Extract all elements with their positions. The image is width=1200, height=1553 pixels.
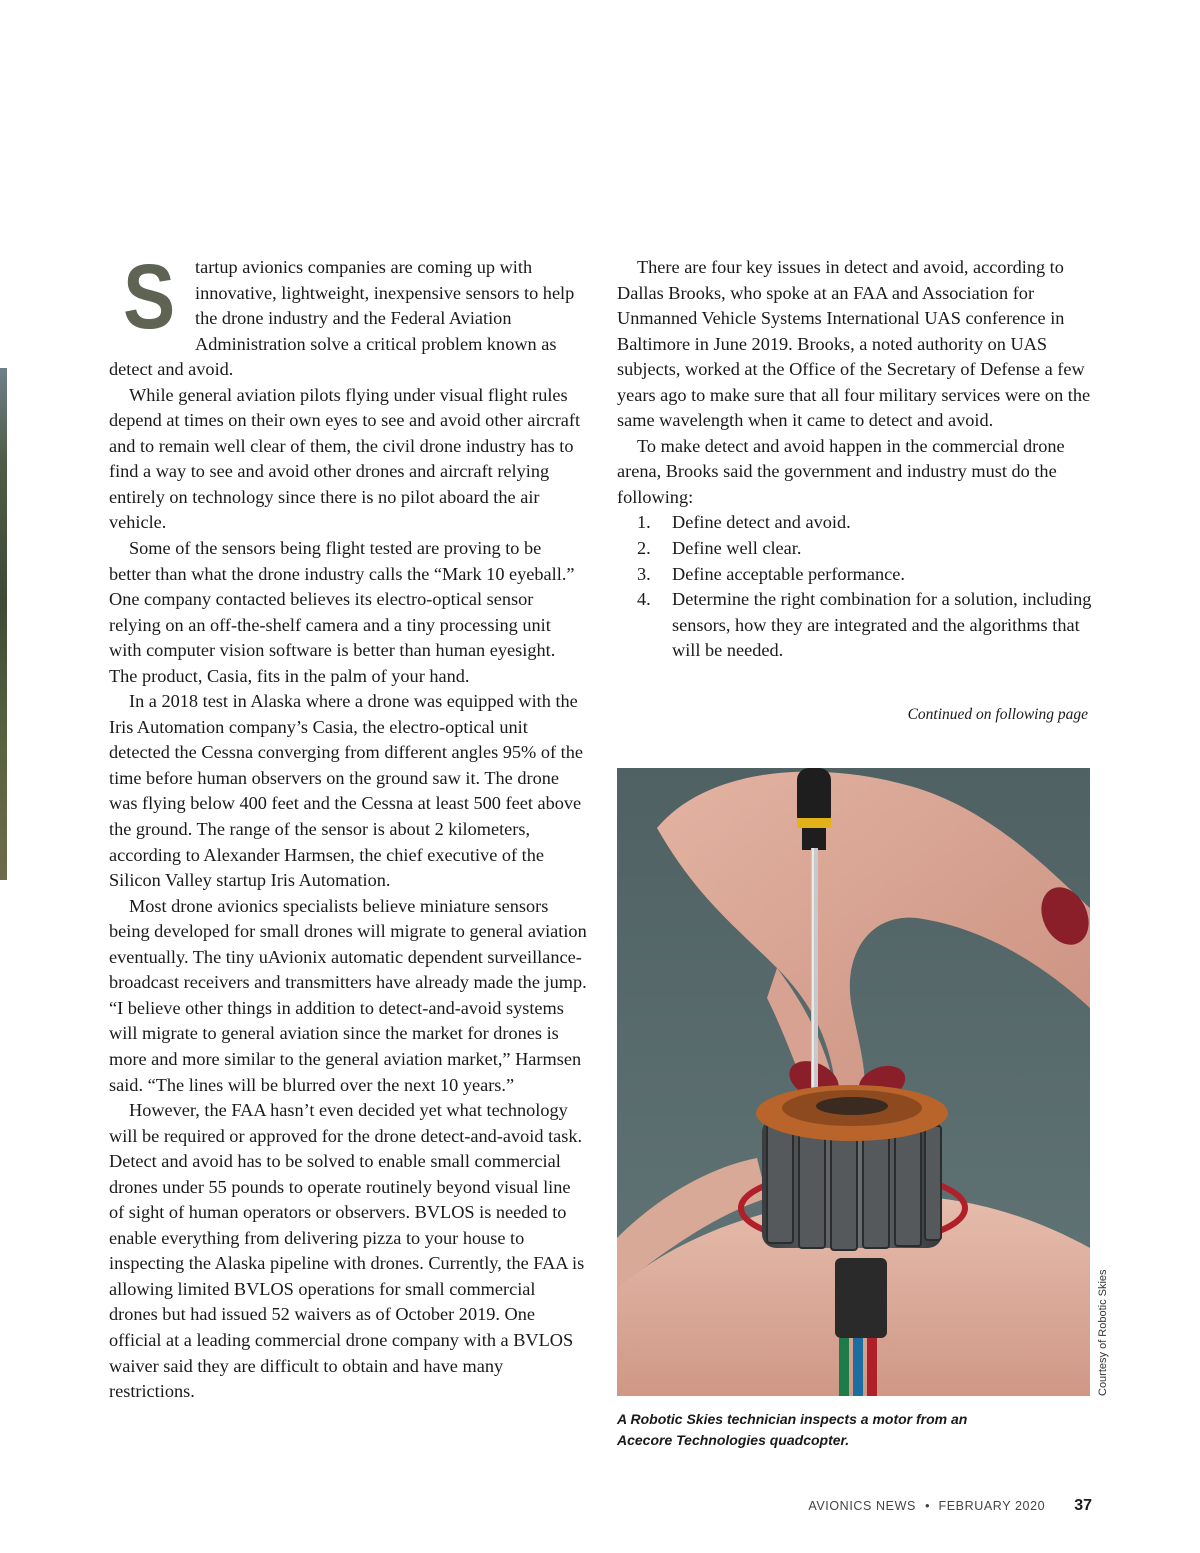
- page-number: 37: [1074, 1497, 1092, 1514]
- article-paragraph: While general aviation pilots flying under visual flight rules depend at times on their own eyes to see and avoid other aircraft and to remain well clear of them, the civil drone industry has to find a way to see and avoid other drones and aircraft relying entirely on technology since there is no pilot aboard the air vehicle.: [109, 384, 581, 533]
- list-number: 2.: [637, 538, 651, 559]
- list-number: 3.: [637, 563, 651, 584]
- article-column-left: [109, 246, 587, 1405]
- article-paragraph: Most drone avionics specialists believe miniature sensors being developed for small drones will migrate to general aviation eventually. The tiny uAvionix automatic dependent surveillance-broadcast receivers and transmitters have already made the jump. “I believe other things in addition to detect-and-avoid systems will migrate to general aviation since the market for drones is more and more similar to the general aviation market,” Harmsen said. “The lines will be blurred over the next 10 years.”: [109, 895, 587, 1095]
- list-item: [617, 562, 1095, 588]
- list-item: [617, 536, 1095, 562]
- caption-line: Acecore Technologies quadcopter.: [617, 1432, 850, 1448]
- article-paragraph: Some of the sensors being flight tested are proving to be better than what the drone industry calls the “Mark 10 eyeball.” One company contacted believes its electro-optical sensor relying on an off-the-shelf camera and a tiny processing unit with computer vision software is better than human eyesight. The product, Casia, fits in the palm of your hand.: [109, 538, 575, 686]
- article-paragraph: In a 2018 test in Alaska where a drone was equipped with the Iris Automation company’s Casia, the electro-optical unit detected the Cessna converging from different angles 95% of the time before human observers on the ground saw it. The drone was flying below 400 feet and the Cessna at least 500 feet above the ground. The range of the sensor is about 2 kilometers, according to Alexander Harmsen, the chief executive of the Silicon Valley startup Iris Automation.: [109, 691, 583, 891]
- page-footer: [808, 1497, 1092, 1515]
- list-item: [617, 587, 1095, 664]
- list-number: 4.: [637, 589, 651, 610]
- photo-credit: Courtesy of Robotic Skies: [1097, 1269, 1109, 1396]
- separator-bullet: •: [924, 1498, 930, 1513]
- list-text: Define detect and avoid.: [672, 512, 851, 533]
- continued-note: Continued on following page: [907, 706, 1088, 723]
- list-text: Define well clear.: [672, 538, 802, 559]
- caption-line: A Robotic Skies technician inspects a motor from an: [617, 1411, 968, 1427]
- article-paragraph: There are four key issues in detect and avoid, according to Dallas Brooks, who spoke at an FAA and Association for Unmanned Vehicle Systems International UAS conference in Baltimore in June 2019. Brooks, a noted authority on UAS subjects, worked at the Office of the Secretary of Defense a few years ago to make sure that all four military services were on the same wavelength when it came to detect and avoid.: [617, 257, 1091, 431]
- list-text: Determine the right combination for a solution, including sensors, how they are integrated and the algorithms that will be needed.: [672, 589, 1092, 661]
- drop-cap: S: [123, 246, 176, 348]
- adjacent-page-photo-edge: [0, 368, 7, 880]
- publication-name: AVIONICS NEWS: [808, 1499, 916, 1513]
- list-number: 1.: [637, 512, 651, 533]
- article-paragraph: [109, 246, 587, 383]
- technician-motor-photo: [617, 768, 1090, 1396]
- list-text: Define acceptable performance.: [672, 563, 905, 584]
- article-column-right: [617, 255, 1095, 664]
- article-paragraph: However, the FAA hasn’t even decided yet what technology will be required or approved for the drone detect-and-avoid task. Detect and avoid has to be solved to enable small commercial drones under 55 pounds to operate routinely beyond visual line of sight of human operators or observers. BVLOS is needed to enable everything from delivering pizza to your house to inspecting the Alaska pipeline with drones. Currently, the FAA is allowing limited BVLOS operations for small commercial drones but had issued 52 waivers as of October 2019. One official at a leading commercial drone company with a BVLOS waiver said they are difficult to obtain and have many restrictions.: [109, 1100, 585, 1402]
- list-item: [617, 510, 1095, 536]
- paragraph-text: tartup avionics companies are coming up with innovative, lightweight, inexpensive sensors to help the drone industry and the Federal Aviation Administration solve a critical problem known as detect and avoid.: [109, 257, 575, 380]
- photo-caption: [617, 1409, 1087, 1451]
- article-paragraph: To make detect and avoid happen in the commercial drone arena, Brooks said the government and industry must do the following:: [617, 435, 1065, 507]
- heatshrink: [835, 1258, 887, 1338]
- requirements-list: [617, 510, 1095, 663]
- issue-date: FEBRUARY 2020: [938, 1499, 1046, 1513]
